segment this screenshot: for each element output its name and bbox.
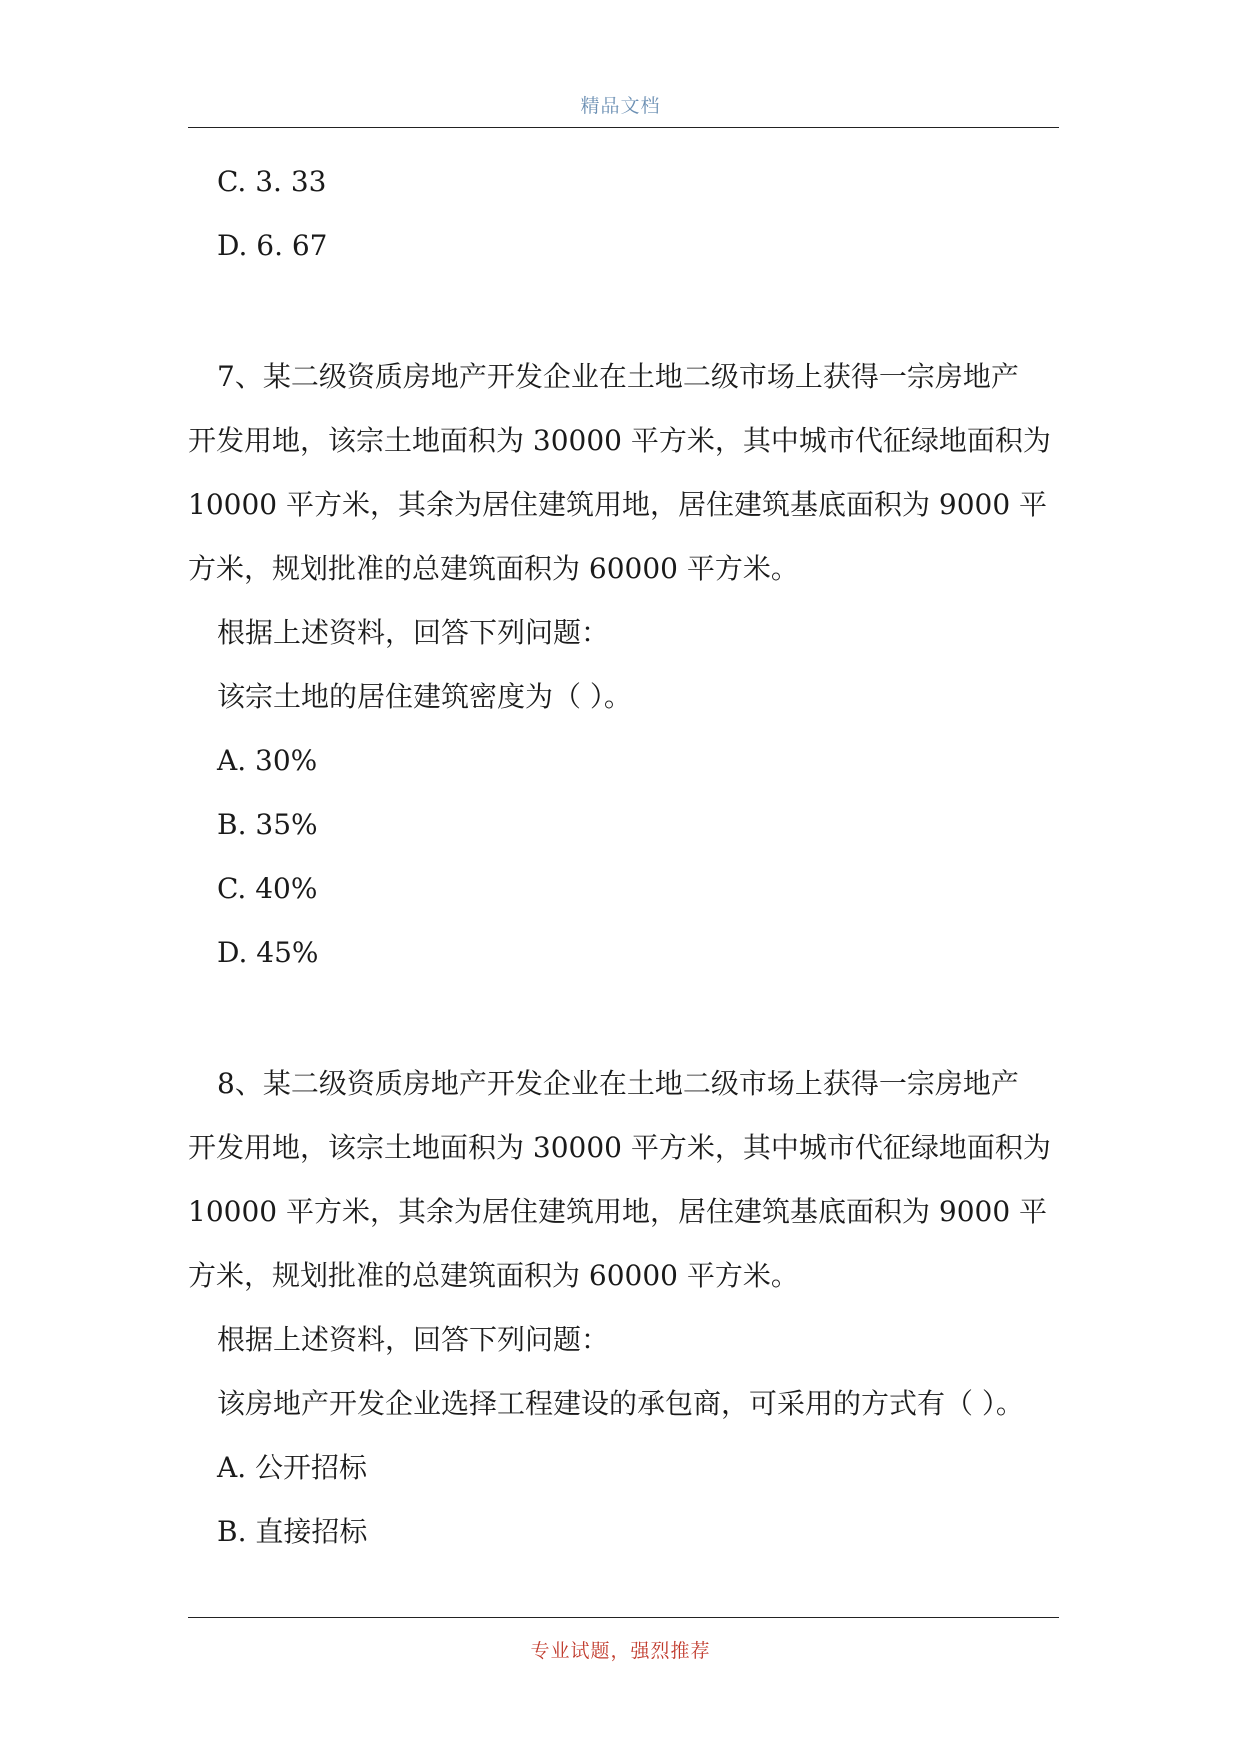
header-divider bbox=[188, 127, 1059, 128]
q7-option-b: B. 35% bbox=[217, 808, 318, 841]
footer-divider bbox=[188, 1617, 1059, 1618]
footer-slogan: 专业试题，强烈推荐 bbox=[530, 1640, 711, 1662]
q8-stem-line-1: 8、某二级资质房地产开发企业在土地二级市场上获得一宗房地产 bbox=[217, 1067, 1019, 1100]
q7-stem-line-3: 10000 平方米，其余为居住建筑用地，居住建筑基底面积为 9000 平 bbox=[188, 488, 1048, 521]
q8-option-b: B. 直接招标 bbox=[217, 1515, 368, 1548]
header-title: 精品文档 bbox=[580, 95, 661, 117]
page-header bbox=[0, 0, 1241, 130]
q7-instruction: 根据上述资料，回答下列问题： bbox=[217, 616, 610, 649]
q7-option-d: D. 45% bbox=[217, 936, 319, 969]
q7-option-c: C. 40% bbox=[217, 872, 318, 905]
q8-instruction: 根据上述资料，回答下列问题： bbox=[217, 1323, 610, 1356]
q8-question: 该房地产开发企业选择工程建设的承包商，可采用的方式有（ ）。 bbox=[217, 1387, 1024, 1420]
prev-option-d: D. 6. 67 bbox=[217, 229, 328, 262]
q7-stem-line-4: 方米，规划批准的总建筑面积为 60000 平方米。 bbox=[188, 552, 799, 585]
q8-stem-line-3: 10000 平方米，其余为居住建筑用地，居住建筑基底面积为 9000 平 bbox=[188, 1195, 1048, 1228]
q8-stem-line-2: 开发用地，该宗土地面积为 30000 平方米，其中城市代征绿地面积为 bbox=[188, 1131, 1051, 1164]
q8-stem-line-4: 方米，规划批准的总建筑面积为 60000 平方米。 bbox=[188, 1259, 799, 1292]
q7-stem-line-1: 7、某二级资质房地产开发企业在土地二级市场上获得一宗房地产 bbox=[217, 360, 1019, 393]
q7-question: 该宗土地的居住建筑密度为（ ）。 bbox=[217, 680, 632, 713]
prev-option-c: C. 3. 33 bbox=[217, 165, 327, 198]
q7-option-a: A. 30% bbox=[217, 744, 318, 777]
q8-option-a: A. 公开招标 bbox=[217, 1451, 368, 1484]
q7-stem-line-2: 开发用地，该宗土地面积为 30000 平方米，其中城市代征绿地面积为 bbox=[188, 424, 1051, 457]
